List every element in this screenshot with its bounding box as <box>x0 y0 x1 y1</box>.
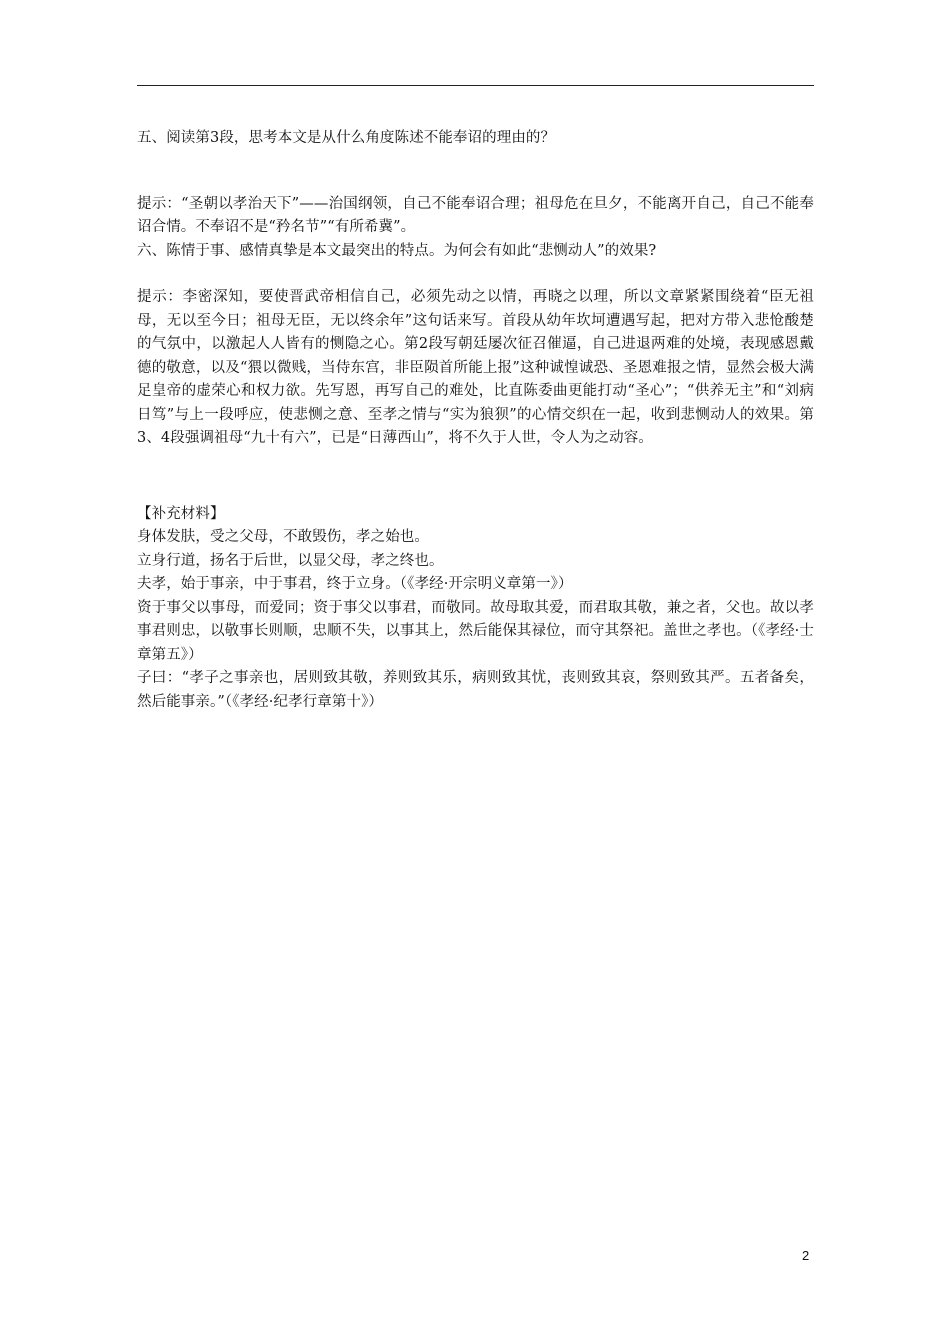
spacer <box>137 151 814 193</box>
supplement-line: 子曰：“孝子之事亲也，居则致其敬，养则致其乐，病则致其忧，丧则致其哀，祭则致其严。五者备矣，然后能事亲。”（《孝经·纪孝行章第十》） <box>137 670 814 710</box>
page-number: 2 <box>802 1248 810 1263</box>
spacer <box>137 451 814 503</box>
spacer <box>137 263 814 286</box>
document-body <box>137 127 814 714</box>
supplement-heading: 【补充材料】 <box>137 505 225 522</box>
supplement-line: 资于事父以事母，而爱同；资于事父以事君，而敬同。故母取其爱，而君取其敬，兼之者，父也。故以孝事君则忠，以敬事长则顺，忠顺不失，以事其上，然后能保其禄位，而守其祭祀。盖世之孝也。（《孝经·士章第五》） <box>137 599 814 663</box>
hint-six: 提示：李密深知，要使晋武帝相信自己，必须先动之以情，再晓之以理，所以文章紧紧围绕着“臣无祖母，无以至今日；祖母无臣，无以终余年”这句话来写。首段从幼年坎坷遭遇写起，把对方带入悲怆酸楚的气氛中，以激起人人皆有的恻隐之心。第2段写朝廷屡次征召催逼，自己进退两难的处境，表现感恩戴德的敬意，以及“猥以微贱，当侍东宫，非臣陨首所能上报”这种诚惶诚恐、圣恩难报之情，显然会极大满足皇帝的虚荣心和权力欲。先写恩，再写自己的难处，比直陈委曲更能打动“圣心”；“供养无主”和“刘病日笃”与上一段呼应，使悲恻之意、至孝之情与“实为狼狈”的心情交织在一起，收到悲恻动人的效果。第3、4段强调祖母“九十有六”，已是“日薄西山”，将不久于人世，令人为之动容。 <box>137 289 814 446</box>
question-six: 六、陈情于事、感情真挚是本文最突出的特点。为何会有如此“悲恻动人”的效果? <box>137 242 657 259</box>
hint-five: 提示：“圣朝以孝治天下”——治国纲领，自己不能奉诏合理；祖母危在旦夕，不能离开自己，自己不能奉诏合情。不奉诏不是“矜名节”“有所希冀”。 <box>137 195 814 235</box>
question-five: 五、阅读第3段，思考本文是从什么角度陈述不能奉诏的理由的？ <box>137 130 556 146</box>
supplement-line: 夫孝，始于事亲，中于事君，终于立身。（《孝经·开宗明义章第一》） <box>137 576 573 592</box>
supplement-line: 立身行道，扬名于后世，以显父母，孝之终也。 <box>137 552 444 569</box>
header-rule <box>137 85 814 86</box>
supplement-line: 身体发肤，受之父母，不敢毁伤，孝之始也。 <box>137 529 429 545</box>
